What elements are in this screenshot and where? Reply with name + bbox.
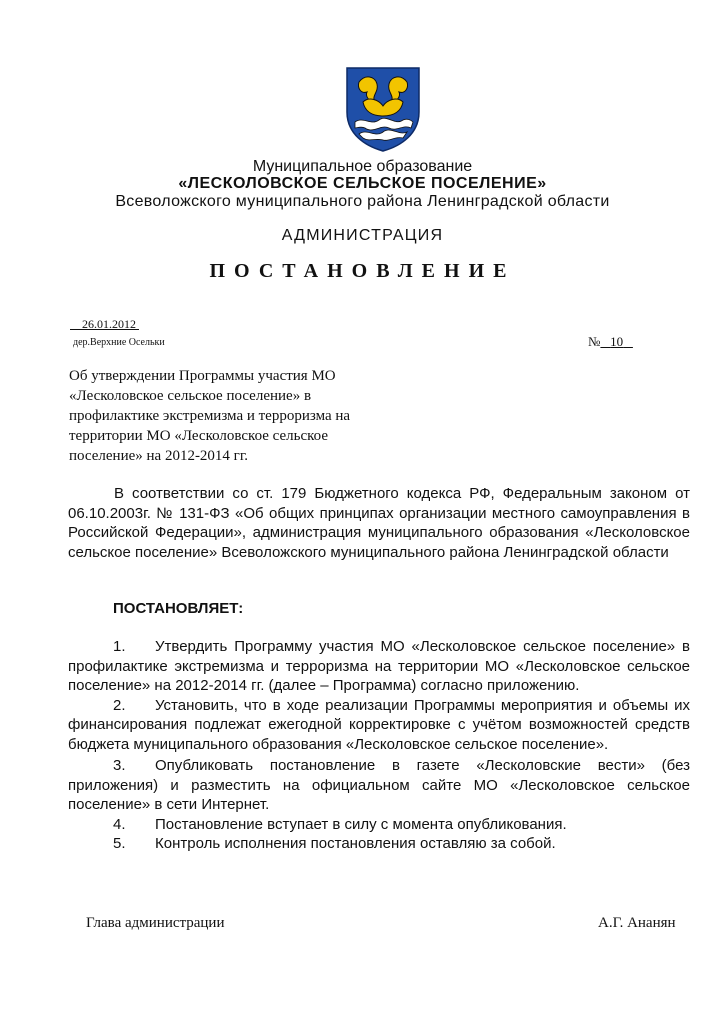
preamble-text: 06.10.2003г. № 131-ФЗ «Об общих принципах организации местного самоуправления в Российской Федерации», администрация муниципального образования «Лесколовское сельское поселение» Всеволожского муниципального района Ленинградской области [68, 504, 690, 561]
list-item-number: 5. [113, 835, 126, 852]
list-item-number: 1. [113, 638, 126, 655]
list-item [68, 815, 690, 835]
header-municipality: Муниципальное образование [252, 158, 473, 175]
document-place: дер.Верхние Осельки [73, 337, 165, 348]
list-item-number: 3. [113, 757, 126, 774]
list-item-text: Постановление вступает в силу с момента опубликования. [155, 815, 567, 833]
resolves-heading: ПОСТАНОВЛЯЕТ: [113, 600, 244, 617]
header-administration: АДМИНИСТРАЦИЯ [281, 227, 444, 244]
header-settlement-name: «ЛЕСКОЛОВСКОЕ СЕЛЬСКОЕ ПОСЕЛЕНИЕ» [178, 175, 547, 192]
list-item-number: 4. [113, 815, 126, 833]
signatory-title: Глава администрации [86, 915, 225, 931]
document-number: № 10 [588, 334, 624, 349]
list-item-text: Опубликовать постановление в газете «Лесколовские вести» (без приложения) и разместить на официальном сайте МО «Лесколовское сельское поселение» в сети Интернет. [68, 757, 690, 813]
document-type-title: ПОСТАНОВЛЕНИЕ [209, 260, 516, 282]
document-subject: Об утверждении Программы участия МО «Лесколовское сельское поселение» в профилактике экстремизма и терроризма на территории МО «Лесколовское сельское поселение» на 2012-2014 гг. [69, 368, 351, 464]
document-date: 26.01.2012 [82, 317, 136, 331]
list-item-text: Контроль исполнения постановления оставляю за собой. [155, 835, 556, 852]
list-item-text: Утвердить Программу участия МО «Лесколовское сельское поселение» в профилактике экстремизма и терроризма на территории МО «Лесколовское сельское поселение» на 2012-2014 гг. (далее – Программа) согласно приложению. [68, 638, 690, 694]
preamble-first-line: В соответствии со ст. 179 Бюджетного кодекса РФ, Федеральным законом от [114, 485, 690, 502]
list-item [68, 637, 690, 696]
list-item [68, 756, 690, 815]
preamble-paragraph [68, 484, 690, 562]
list-item [68, 834, 690, 854]
signatory-name: А.Г. Ананян [598, 915, 676, 931]
header-region: Всеволожского муниципального района Ленинградской области [115, 193, 610, 210]
list-item [68, 696, 690, 755]
list-item-number: 2. [113, 696, 126, 714]
resolution-items [68, 637, 690, 854]
list-item-text: Установить, что в ходе реализации Программы мероприятия и объемы их финансирования подлежат ежегодной корректировке с учётом возможностей средств бюджета муниципального образования «Лесколовское сельское поселение». [68, 696, 690, 753]
coat-of-arms-icon [345, 66, 421, 152]
